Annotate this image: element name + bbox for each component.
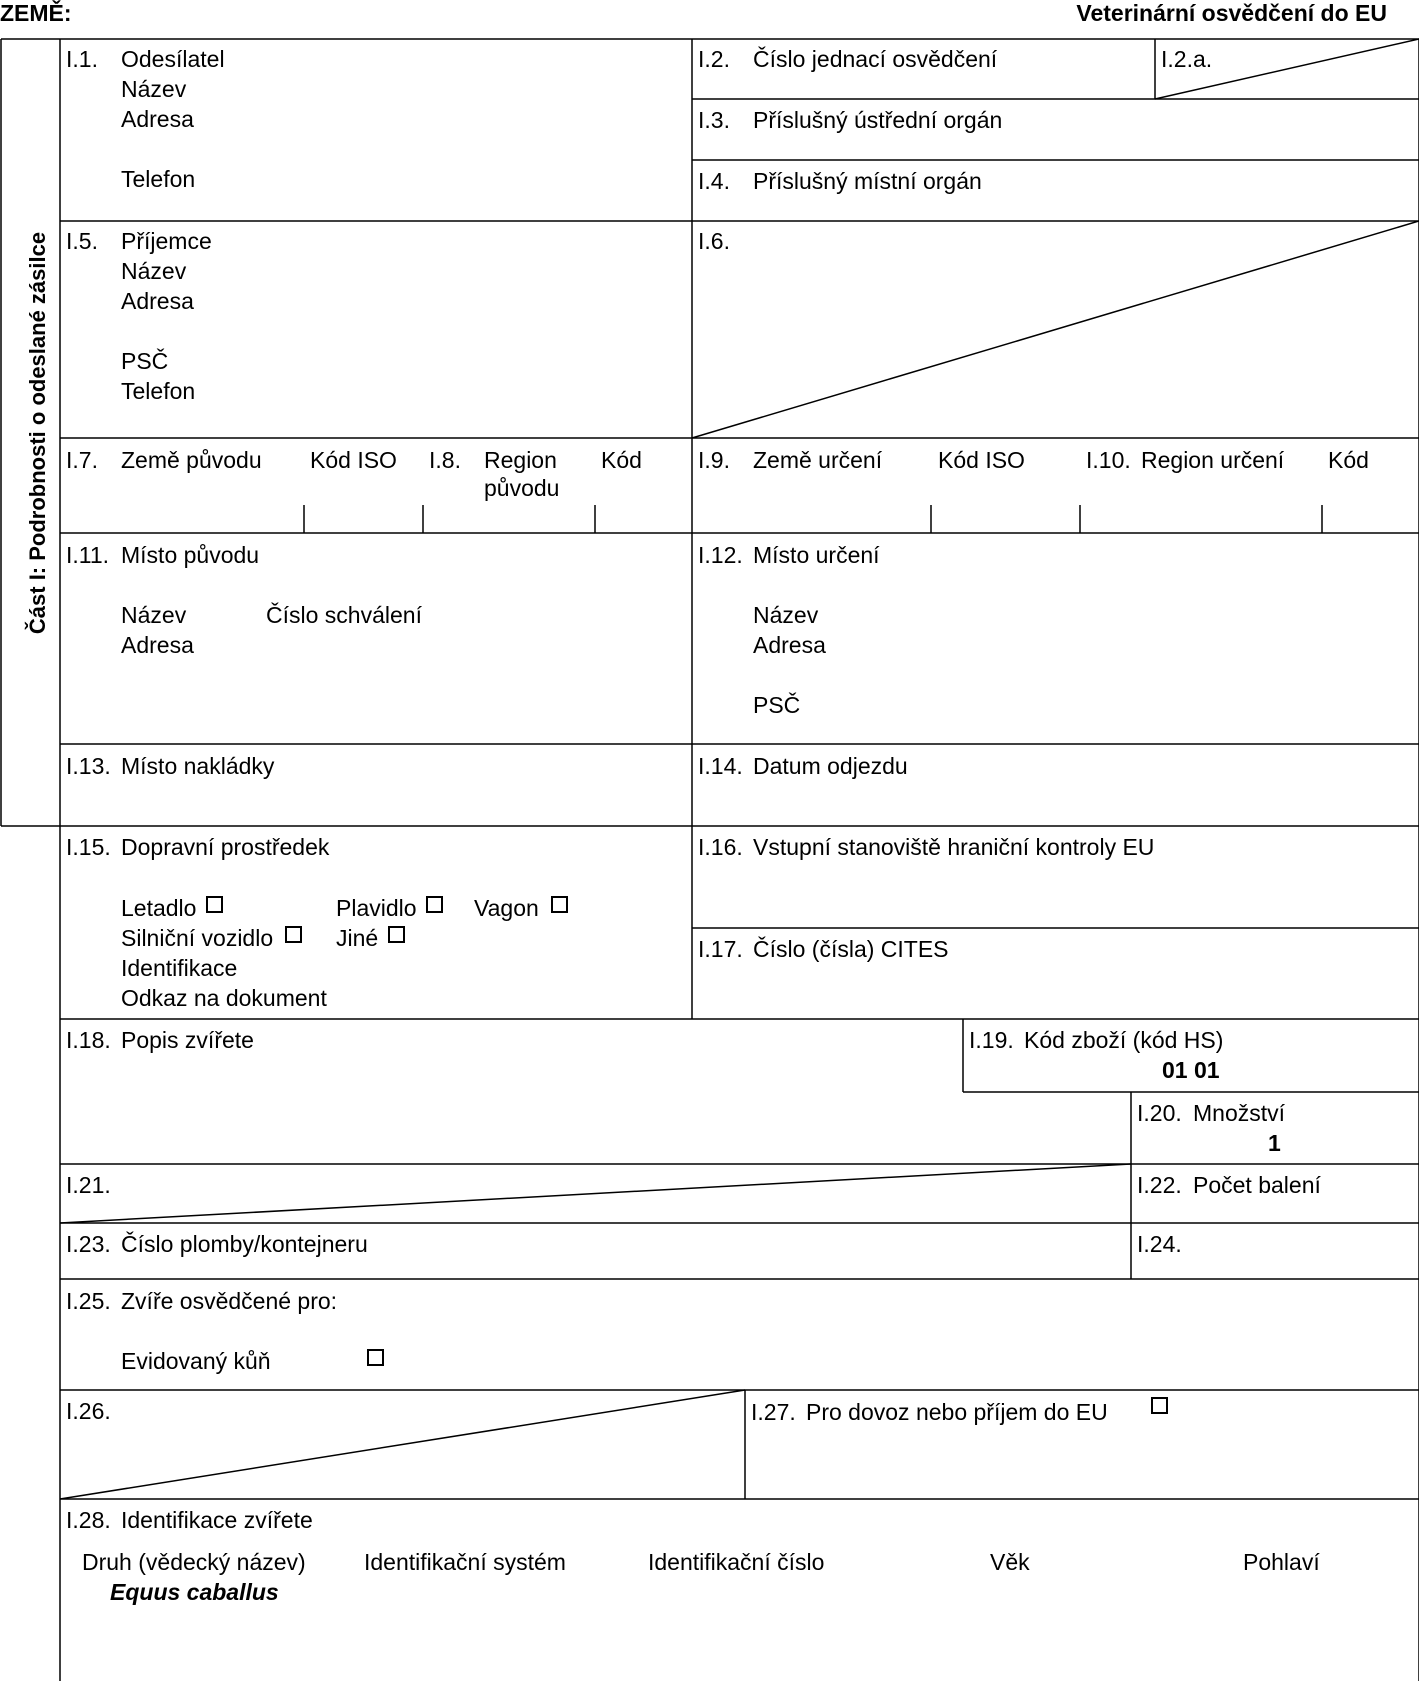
transport-document-reference-label: Odkaz na dokument (121, 985, 327, 1011)
region-of-origin-label: Region (484, 447, 557, 473)
animal-description-label: Popis zvířete (121, 1027, 254, 1053)
box-number-i1: I.1. (66, 46, 98, 72)
local-authority-label: Příslušný místní orgán (753, 168, 982, 194)
box-number-i20: I.20. (1137, 1100, 1182, 1126)
transport-vessel-checkbox[interactable] (426, 896, 443, 913)
part-title: Část I: Podrobnosti o odeslané zásilce (25, 231, 50, 635)
commodity-code-value: 01 01 (1162, 1057, 1220, 1083)
destination-place-zip-label: PSČ (753, 692, 801, 718)
commodity-code-label: Kód zboží (kód HS) (1024, 1027, 1224, 1053)
central-authority-label: Příslušný ústřední orgán (753, 107, 1003, 133)
box-number-i27: I.27. (751, 1399, 796, 1425)
consignor-address-label: Adresa (121, 106, 194, 132)
box-number-i28: I.28. (66, 1507, 111, 1533)
box-number-i17: I.17. (698, 936, 743, 962)
box-number-i2a: I.2.a. (1161, 46, 1213, 72)
seal-container-number-label: Číslo plomby/kontejneru (121, 1231, 368, 1257)
region-of-origin-label-line2: původu (484, 475, 560, 501)
transport-road-vehicle-label: Silniční vozidlo (121, 925, 274, 951)
box-number-i24: I.24. (1137, 1231, 1182, 1257)
box-number-i3: I.3. (698, 107, 730, 133)
box-number-i23: I.23. (66, 1231, 111, 1257)
box-number-i19: I.19. (969, 1027, 1014, 1053)
consignee-label: Příjemce (121, 228, 212, 254)
departure-date-label: Datum odjezdu (753, 753, 908, 779)
registered-horse-label: Evidovaný kůň (121, 1348, 271, 1374)
country-of-origin-label: Země původu (121, 447, 262, 473)
consignee-address-label: Adresa (121, 288, 194, 314)
box-number-i14: I.14. (698, 753, 743, 779)
place-of-loading-label: Místo nakládky (121, 753, 275, 779)
origin-place-address-label: Adresa (121, 632, 194, 658)
origin-iso-code-label: Kód ISO (310, 447, 397, 473)
box-number-i5: I.5. (66, 228, 98, 254)
box-number-i9: I.9. (698, 447, 730, 473)
consignee-phone-label: Telefon (121, 378, 196, 404)
number-of-packages-label: Počet balení (1193, 1172, 1321, 1198)
transport-identification-label: Identifikace (121, 955, 238, 981)
box-number-i15: I.15. (66, 834, 111, 860)
animals-certified-for-label: Zvíře osvědčené pro: (121, 1288, 338, 1314)
column-header-identification-number: Identifikační číslo (648, 1549, 825, 1575)
column-header-age: Věk (990, 1549, 1030, 1575)
box-number-i11: I.11. (66, 542, 110, 568)
box-number-i10: I.10. (1086, 447, 1131, 473)
certificate-title: Veterinární osvědčení do EU (1076, 0, 1387, 26)
certificate-reference-label: Číslo jednací osvědčení (753, 46, 998, 72)
place-of-destination-label: Místo určení (753, 542, 880, 568)
consignee-zip-label: PSČ (121, 348, 169, 374)
consignee-name-label: Název (121, 258, 187, 284)
animal-identification-label: Identifikace zvířete (121, 1507, 313, 1533)
box-number-i26: I.26. (66, 1398, 111, 1424)
column-header-species: Druh (vědecký název) (82, 1549, 306, 1575)
origin-region-code-label: Kód (601, 447, 642, 473)
box-number-i4: I.4. (698, 168, 730, 194)
box-number-i18: I.18. (66, 1027, 111, 1053)
place-of-origin-label: Místo původu (121, 542, 260, 568)
destination-region-code-label: Kód (1328, 447, 1369, 473)
box-number-i16: I.16. (698, 834, 743, 860)
cites-numbers-label: Číslo (čísla) CITES (753, 936, 949, 962)
box-number-i21: I.21. (66, 1172, 111, 1198)
transport-aircraft-label: Letadlo (121, 895, 197, 921)
approval-number-label: Číslo schválení (266, 602, 422, 628)
transport-wagon-checkbox[interactable] (551, 896, 568, 913)
box-number-i6: I.6. (698, 228, 730, 254)
box-number-i7: I.7. (66, 447, 98, 473)
transport-road-vehicle-checkbox[interactable] (285, 926, 302, 943)
quantity-value: 1 (1268, 1130, 1281, 1156)
registered-horse-checkbox[interactable] (367, 1349, 384, 1366)
country-label: ZEMĚ: (0, 0, 72, 26)
import-admission-label: Pro dovoz nebo příjem do EU (806, 1399, 1108, 1425)
column-header-identification-system: Identifikační systém (364, 1549, 566, 1575)
species-value: Equus caballus (110, 1579, 279, 1605)
box-number-i25: I.25. (66, 1288, 111, 1314)
transport-wagon-label: Vagon (474, 895, 539, 921)
quantity-label: Množství (1193, 1100, 1286, 1126)
box-number-i22: I.22. (1137, 1172, 1182, 1198)
transport-other-checkbox[interactable] (388, 926, 405, 943)
entry-bip-label: Vstupní stanoviště hraniční kontroly EU (753, 834, 1155, 860)
column-header-sex: Pohlaví (1243, 1549, 1320, 1575)
destination-place-name-label: Název (753, 602, 819, 628)
destination-iso-code-label: Kód ISO (938, 447, 1025, 473)
consignor-phone-label: Telefon (121, 166, 196, 192)
box-number-i13: I.13. (66, 753, 111, 779)
country-of-destination-label: Země určení (753, 447, 883, 473)
destination-place-address-label: Adresa (753, 632, 826, 658)
means-of-transport-label: Dopravní prostředek (121, 834, 330, 860)
origin-place-name-label: Název (121, 602, 187, 628)
box-number-i2: I.2. (698, 46, 730, 72)
region-of-destination-label: Region určení (1141, 447, 1285, 473)
import-admission-checkbox[interactable] (1151, 1397, 1168, 1414)
consignor-name-label: Název (121, 76, 187, 102)
transport-vessel-label: Plavidlo (336, 895, 417, 921)
box-number-i8: I.8. (429, 447, 461, 473)
consignor-label: Odesílatel (121, 46, 225, 72)
transport-other-label: Jiné (336, 925, 379, 951)
transport-aircraft-checkbox[interactable] (206, 896, 223, 913)
box-number-i12: I.12. (698, 542, 743, 568)
